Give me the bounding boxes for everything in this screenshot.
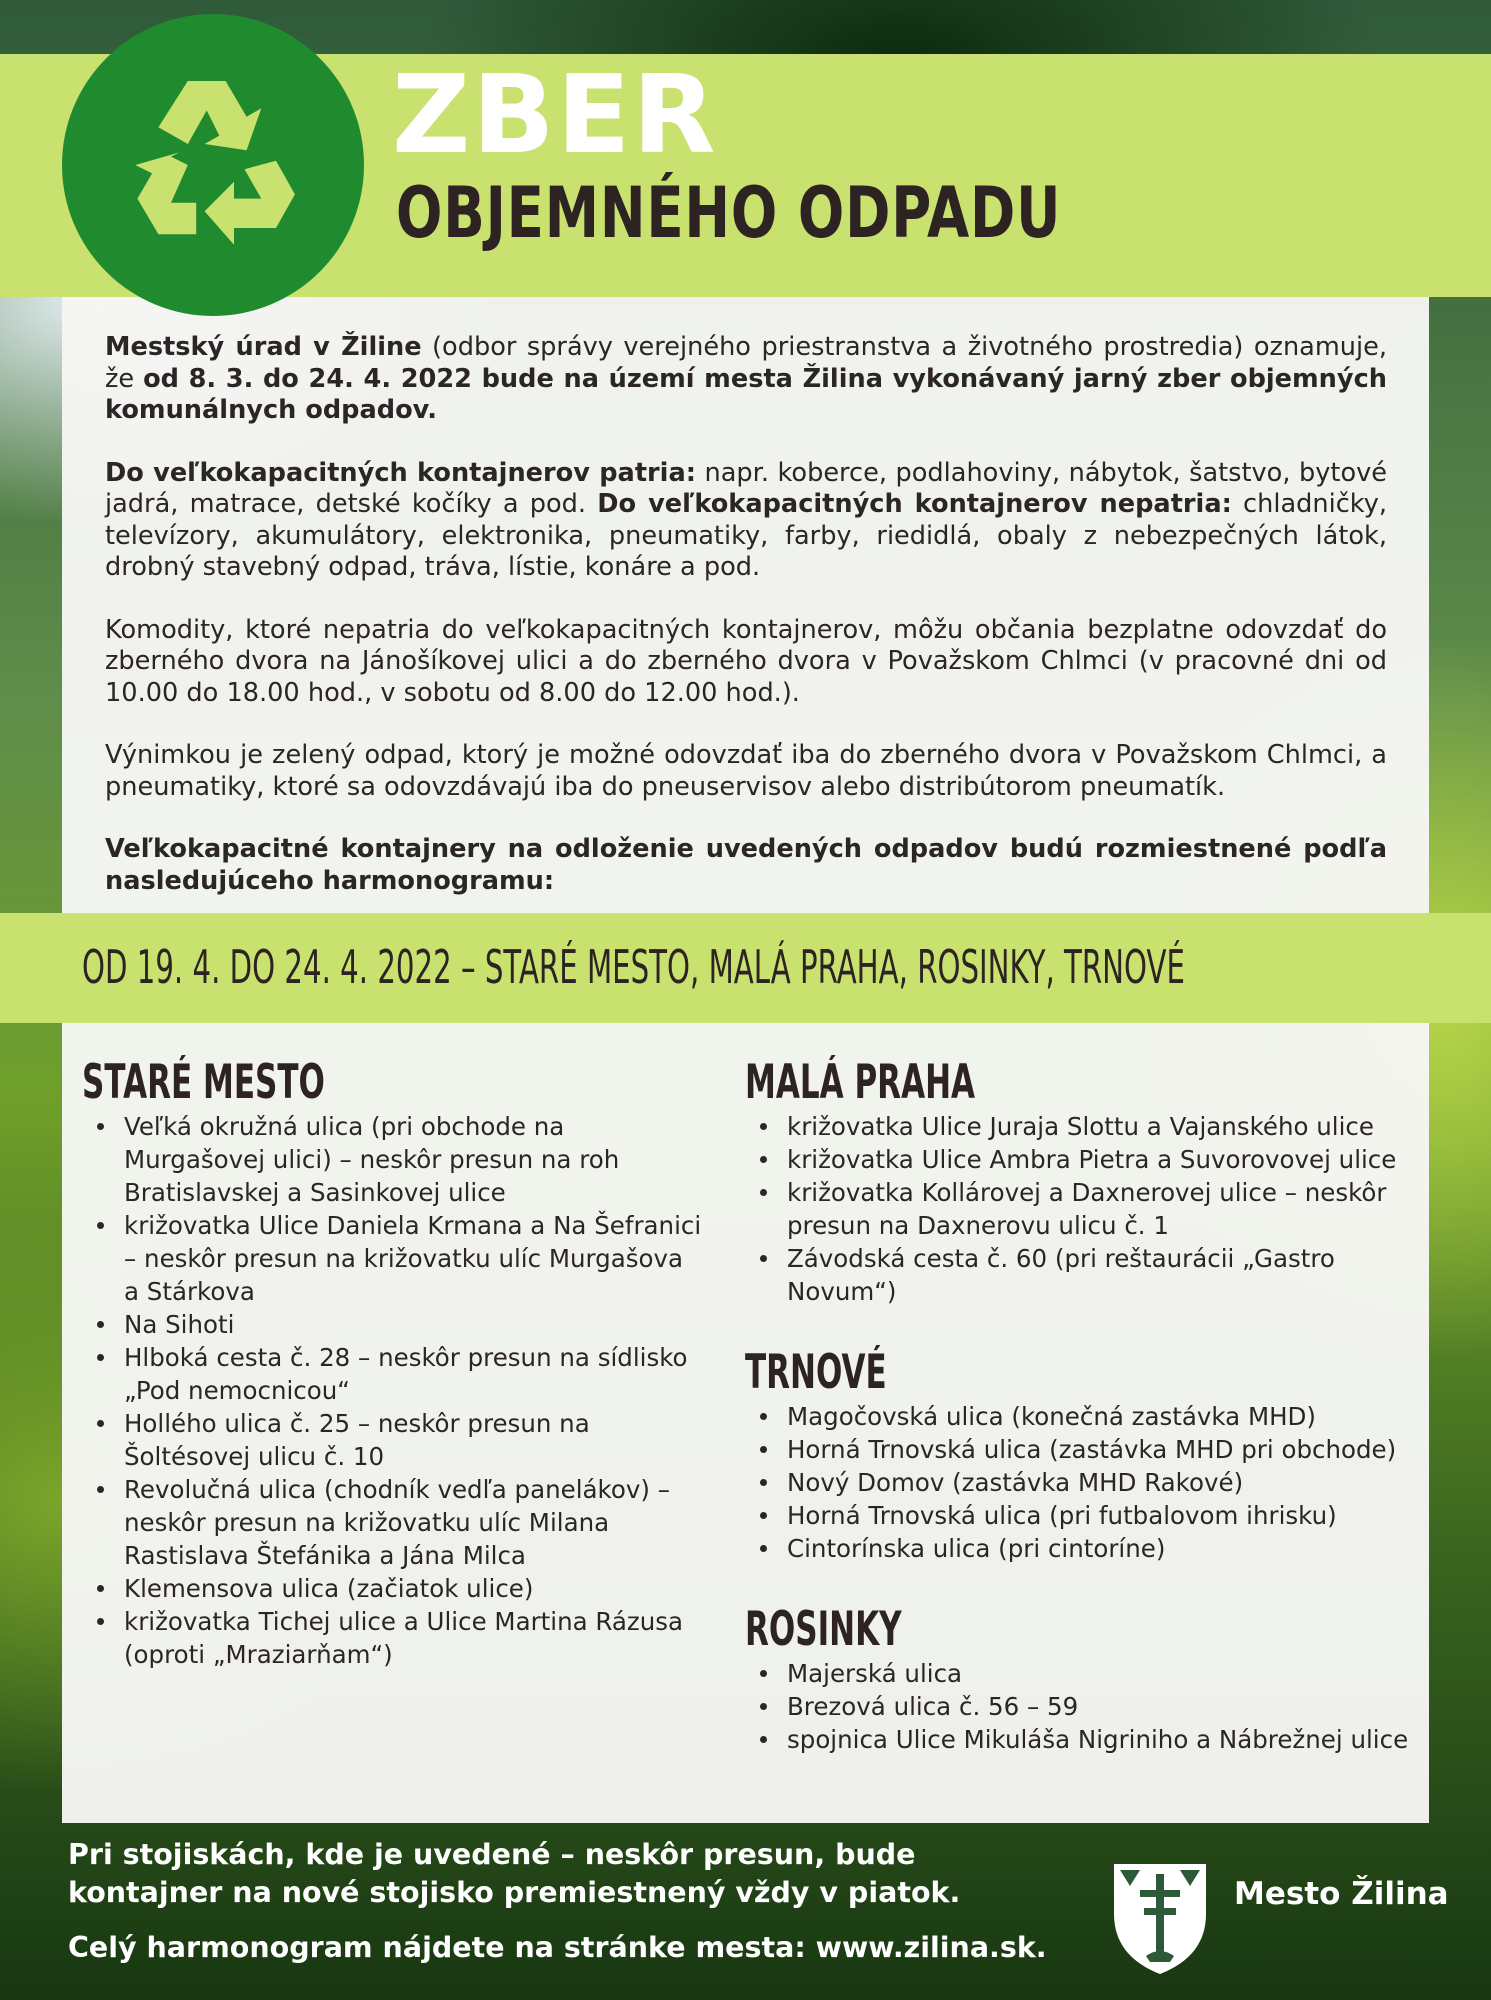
intro-text-span: chladničky, televízory, akumulátory, elektronika, pneumatiky, farby, riedidlá, obaly z nebezpečných látok, drobný stavebný odpad, tráva, lístie, konáre a pod. (105, 489, 1387, 582)
list-item: križovatka Tichej ulice a Ulice Martina Rázusa (oproti „Mraziarňam“) (124, 1605, 702, 1671)
list-item: križovatka Ulice Ambra Pietra a Suvorovovej ulice (787, 1143, 1425, 1176)
intro-bold: Do veľkokapacitných kontajnerov patria: (105, 457, 696, 488)
list-item: križovatka Kollárovej a Daxnerovej ulice – neskôr presun na Daxnerovu ulicu č. 1 (787, 1176, 1425, 1242)
schedule-heading: OD 19. 4. DO 24. 4. 2022 – STARÉ MESTO, MALÁ PRAHA, ROSINKY, TRNOVÉ (82, 940, 1185, 994)
list-item: Klemensova ulica (začiatok ulice) (124, 1572, 702, 1605)
intro-paragraph (105, 834, 1387, 897)
spacer (745, 1308, 1425, 1348)
list-item: Horná Trnovská ulica (pri futbalovom ihrisku) (787, 1499, 1425, 1532)
footer-website: Celý harmonogram nájdete na stránke mesta: www.zilina.sk. (68, 1931, 1047, 1964)
intro-bold: Do veľkokapacitných kontajnerov nepatria: (597, 489, 1232, 519)
list-item: križovatka Ulice Daniela Krmana a Na Šefranici – neskôr presun na križovatku ulíc Murgašova a Stárkova (124, 1211, 702, 1306)
district-title-rosinky: ROSINKY (745, 1602, 902, 1657)
intro-paragraph: Výnimkou je zelený odpad, ktorý je možné odovzdať iba do zberného dvora v Považskom Chlmci, a pneumatiky, ktoré sa odovzdávajú iba do pneuservisov alebo distribútorom pneumatík. (105, 740, 1387, 802)
intro-text-span: (odbor správy verejného priestranstva a životného prostredia) oznamuje, že (105, 332, 1387, 394)
intro-bold: od 8. 3. do 24. 4. 2022 bude na území mesta Žilina vykonávaný jarný zber objemných komunálnych odpadov. (105, 363, 1387, 425)
list-item: Hlboká cesta č. 28 – neskôr presun na sídlisko „Pod nemocnicou“ (124, 1341, 702, 1407)
recycle-icon (108, 60, 318, 270)
page-subtitle: OBJEMNÉHO ODPADU (396, 172, 1062, 254)
intro-text-span: napr. koberce, podlahoviny, nábytok, šatstvo, bytové jadrá, matrace, detské kočíky a pod. (105, 457, 1387, 519)
list-item: Magočovská ulica (konečná zastávka MHD) (787, 1400, 1425, 1433)
list-item: Hollého ulica č. 25 – neskôr presun na Šoltésovej ulicu č. 10 (124, 1407, 702, 1473)
right-column (745, 1055, 1425, 1756)
list-item: Závodská cesta č. 60 (pri reštaurácii „Gastro Novum“) (787, 1242, 1425, 1308)
list-item: Majerská ulica (787, 1657, 1425, 1690)
page-title: ZBER (392, 53, 718, 178)
spacer (745, 1565, 1425, 1605)
district-list-mala-praha (745, 1110, 1425, 1308)
list-item: Na Sihoti (124, 1308, 702, 1341)
footer-note: Pri stojiskách, kde je uvedené – neskôr presun, bude kontajner na nové stojisko premiestnený vždy v piatok. (68, 1838, 961, 1909)
district-list-stare-mesto (82, 1110, 702, 1671)
intro-paragraph: Komodity, ktoré nepatria do veľkokapacitných kontajnerov, môžu občania bezplatne odovzdať do zberného dvora na Jánošíkovej ulici a do zberného dvora v Považskom Chlmci (v pracovné dni od 10.00 do 18.00 hod., v sobotu od 8.00 do 12.00 hod.). (105, 614, 1387, 708)
list-item: Revolučná ulica (chodník vedľa panelákov) – neskôr presun na križovatku ulíc Milana Rastislava Štefánika a Jána Milca (124, 1473, 702, 1572)
intro-text (105, 332, 1387, 928)
list-item: Cintorínska ulica (pri cintoríne) (787, 1532, 1425, 1565)
district-title-mala-praha: MALÁ PRAHA (745, 1055, 976, 1110)
footer (68, 1836, 1048, 1984)
intro-bold: Mestský úrad v Žiline (105, 332, 422, 362)
district-title-trnove: TRNOVÉ (745, 1345, 887, 1400)
list-item: križovatka Ulice Juraja Slottu a Vajanského ulice (787, 1110, 1425, 1143)
list-item: Horná Trnovská ulica (zastávka MHD pri obchode) (787, 1433, 1425, 1466)
list-item: Brezová ulica č. 56 – 59 (787, 1690, 1425, 1723)
list-item: spojnica Ulice Mikuláša Nigriniho a Nábrežnej ulice (787, 1723, 1425, 1756)
left-column (82, 1055, 702, 1671)
district-list-trnove (745, 1400, 1425, 1565)
district-title-stare-mesto: STARÉ MESTO (82, 1055, 325, 1110)
intro-bold: Veľkokapacitné kontajnery na odloženie uvedených odpadov budú rozmiestnené podľa nasledujúceho harmonogramu: (105, 834, 1387, 896)
district-list-rosinky (745, 1657, 1425, 1756)
city-crest-icon (1110, 1860, 1210, 1978)
list-item: Nový Domov (zastávka MHD Rakové) (787, 1466, 1425, 1499)
city-brand: Mesto Žilina (1234, 1876, 1449, 1912)
recycle-logo (62, 14, 364, 316)
intro-paragraph (105, 332, 1387, 427)
list-item: Veľká okružná ulica (pri obchode na Murgašovej ulici) – neskôr presun na roh Bratislavskej a Sasinkovej ulice (124, 1110, 702, 1209)
intro-paragraph (105, 458, 1387, 584)
